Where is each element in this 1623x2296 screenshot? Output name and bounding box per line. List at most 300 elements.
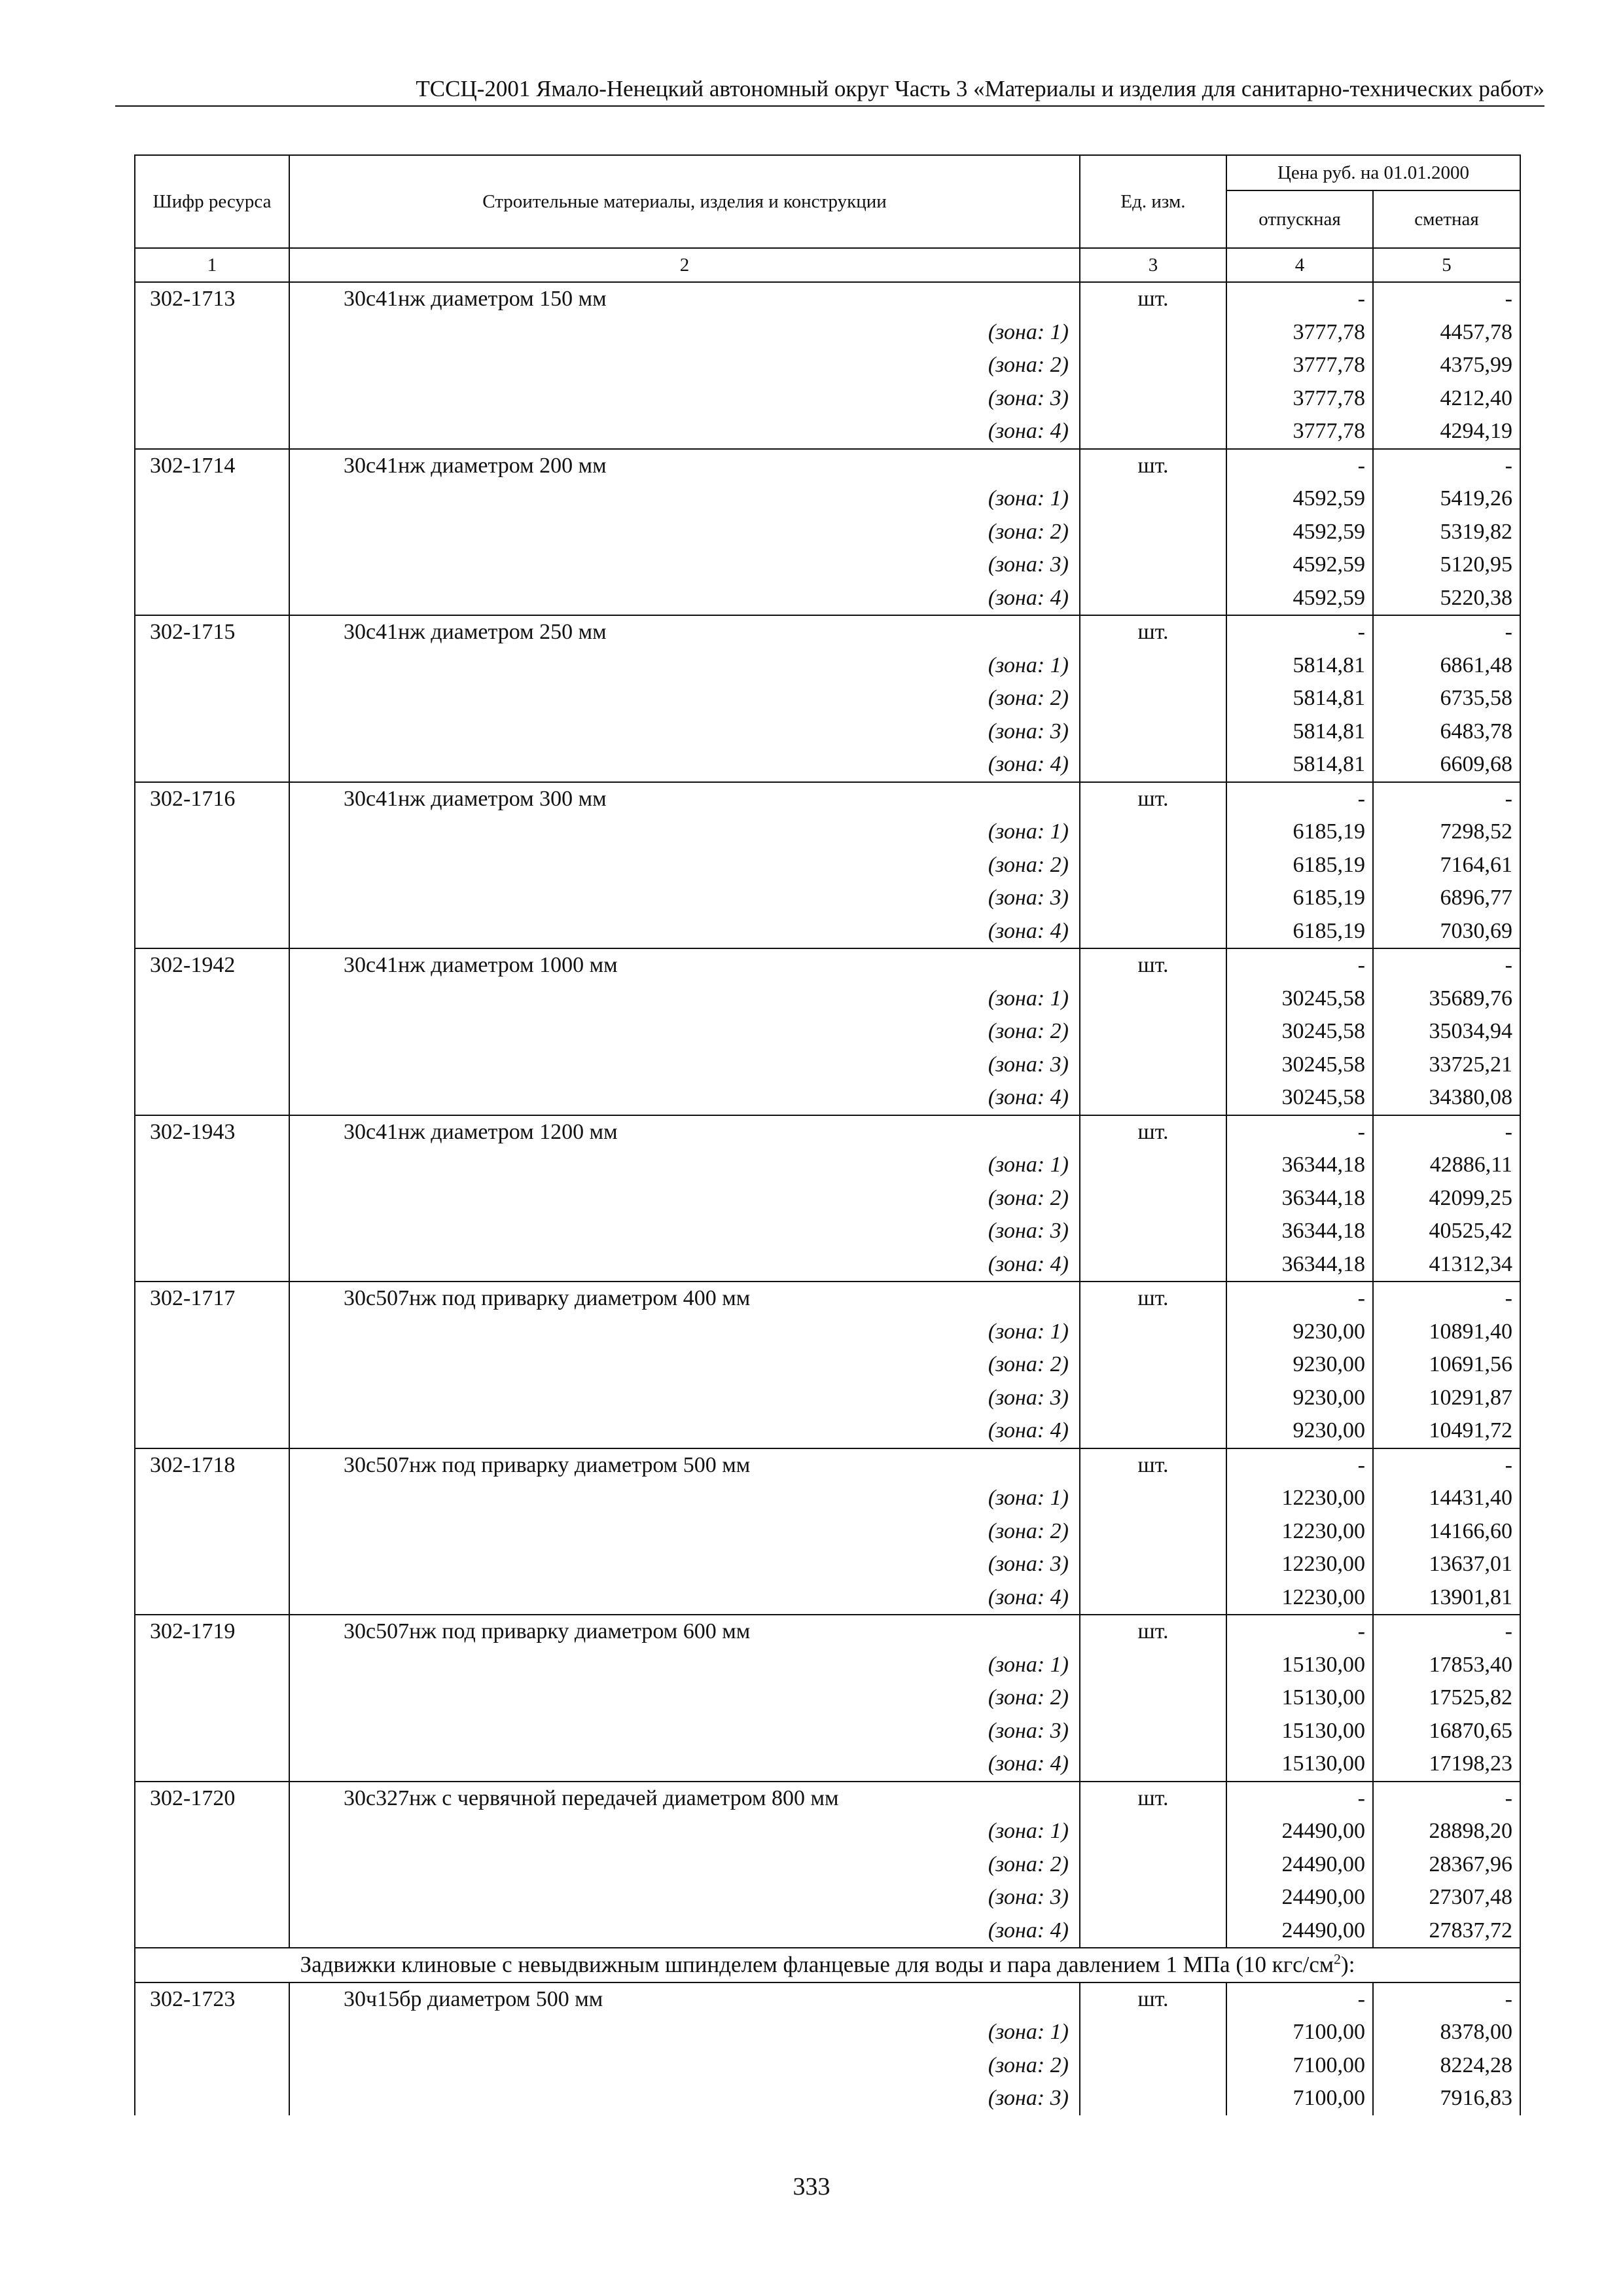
- zone-row: [135, 1248, 1520, 1282]
- zone-label: (зона: 3): [289, 1881, 1080, 1914]
- zone-label: (зона: 2): [289, 849, 1080, 882]
- zone-label: (зона: 3): [289, 1215, 1080, 1248]
- unit-empty: [1080, 1748, 1226, 1782]
- section-title-superscript: 2: [1334, 1950, 1342, 1967]
- estimate-price: 6609,68: [1373, 748, 1520, 782]
- unit-empty: [1080, 1414, 1226, 1448]
- release-price: -: [1226, 1282, 1373, 1316]
- code-empty: [135, 1215, 289, 1248]
- material-name: 30с327нж с червячной передачей диаметром 800 мм: [289, 1782, 1080, 1816]
- column-header-unit: Ед. изм.: [1080, 155, 1226, 248]
- zone-label: (зона: 1): [289, 649, 1080, 683]
- table-row: [135, 782, 1520, 816]
- code-empty: [135, 1248, 289, 1282]
- code-empty: [135, 915, 289, 949]
- release-price: -: [1226, 1615, 1373, 1649]
- unit-empty: [1080, 1914, 1226, 1948]
- release-price: 3777,78: [1226, 316, 1373, 350]
- unit-empty: [1080, 1081, 1226, 1115]
- column-header-price-group: Цена руб. на 01.01.2000: [1226, 155, 1520, 190]
- zone-row: [135, 1414, 1520, 1448]
- unit-cell: шт.: [1080, 782, 1226, 816]
- estimate-price: -: [1373, 1782, 1520, 1816]
- release-price: 7100,00: [1226, 2016, 1373, 2049]
- zone-label: (зона: 2): [289, 1182, 1080, 1215]
- estimate-price: 17525,82: [1373, 1681, 1520, 1715]
- unit-empty: [1080, 1681, 1226, 1715]
- zone-label: (зона: 2): [289, 682, 1080, 715]
- estimate-price: 10691,56: [1373, 1348, 1520, 1382]
- zone-row: [135, 2016, 1520, 2049]
- header-rule: [115, 105, 1544, 107]
- zone-label: (зона: 3): [289, 1049, 1080, 1082]
- zone-row: [135, 1815, 1520, 1848]
- unit-empty: [1080, 349, 1226, 382]
- zone-label: (зона: 3): [289, 1382, 1080, 1415]
- code-empty: [135, 1482, 289, 1515]
- zone-label: (зона: 3): [289, 548, 1080, 582]
- estimate-price: 13637,01: [1373, 1548, 1520, 1581]
- resource-code: 302-1713: [135, 282, 289, 316]
- table-row: [135, 1782, 1520, 1816]
- release-price: 4592,59: [1226, 582, 1373, 616]
- section-title-suffix: ):: [1341, 1952, 1355, 1977]
- zone-row: [135, 1182, 1520, 1215]
- release-price: 5814,81: [1226, 649, 1373, 683]
- zone-row: [135, 1382, 1520, 1415]
- code-empty: [135, 1348, 289, 1382]
- unit-empty: [1080, 1548, 1226, 1581]
- zone-label: (зона: 4): [289, 1414, 1080, 1448]
- release-price: -: [1226, 782, 1373, 816]
- code-empty: [135, 1649, 289, 1682]
- code-empty: [135, 1715, 289, 1748]
- unit-empty: [1080, 1815, 1226, 1848]
- estimate-price: 5319,82: [1373, 516, 1520, 549]
- material-name: 30с41нж диаметром 200 мм: [289, 449, 1080, 483]
- estimate-price: -: [1373, 1448, 1520, 1482]
- zone-row: [135, 1049, 1520, 1082]
- code-empty: [135, 548, 289, 582]
- estimate-price: 6483,78: [1373, 715, 1520, 749]
- release-price: 30245,58: [1226, 982, 1373, 1016]
- zone-row: [135, 649, 1520, 683]
- material-name: 30с41нж диаметром 250 мм: [289, 615, 1080, 649]
- estimate-price: 27837,72: [1373, 1914, 1520, 1948]
- estimate-price: 7164,61: [1373, 849, 1520, 882]
- code-empty: [135, 316, 289, 350]
- estimate-price: 8378,00: [1373, 2016, 1520, 2049]
- zone-label: (зона: 1): [289, 482, 1080, 516]
- resource-code: 302-1942: [135, 948, 289, 982]
- unit-empty: [1080, 1881, 1226, 1914]
- zone-row: [135, 1515, 1520, 1549]
- estimate-price: 42886,11: [1373, 1149, 1520, 1182]
- code-empty: [135, 349, 289, 382]
- zone-label: (зона: 4): [289, 582, 1080, 616]
- zone-row: [135, 849, 1520, 882]
- unit-cell: шт.: [1080, 282, 1226, 316]
- zone-label: (зона: 4): [289, 1081, 1080, 1115]
- release-price: 36344,18: [1226, 1182, 1373, 1215]
- zone-label: (зона: 3): [289, 1548, 1080, 1581]
- resource-code: 302-1943: [135, 1115, 289, 1149]
- material-name: 30с507нж под приварку диаметром 500 мм: [289, 1448, 1080, 1482]
- zone-row: [135, 1348, 1520, 1382]
- zone-label: (зона: 1): [289, 316, 1080, 350]
- zone-label: (зона: 4): [289, 1748, 1080, 1782]
- estimate-price: 4375,99: [1373, 349, 1520, 382]
- estimate-price: 4457,78: [1373, 316, 1520, 350]
- code-empty: [135, 748, 289, 782]
- column-header-code: Шифр ресурса: [135, 155, 289, 248]
- estimate-price: 41312,34: [1373, 1248, 1520, 1282]
- zone-row: [135, 715, 1520, 749]
- zone-label: (зона: 1): [289, 1316, 1080, 1349]
- release-price: -: [1226, 615, 1373, 649]
- release-price: -: [1226, 948, 1373, 982]
- release-price: -: [1226, 1982, 1373, 2017]
- estimate-price: 5220,38: [1373, 582, 1520, 616]
- code-empty: [135, 2049, 289, 2083]
- material-name: 30ч15бр диаметром 500 мм: [289, 1982, 1080, 2017]
- zone-row: [135, 1482, 1520, 1515]
- release-price: 36344,18: [1226, 1149, 1373, 1182]
- release-price: 7100,00: [1226, 2049, 1373, 2083]
- estimate-price: -: [1373, 449, 1520, 483]
- section-header-row: [135, 1948, 1520, 1982]
- unit-empty: [1080, 1848, 1226, 1882]
- unit-cell: шт.: [1080, 1282, 1226, 1316]
- code-empty: [135, 1149, 289, 1182]
- section-title: [135, 1948, 1520, 1982]
- material-name: 30с507нж под приварку диаметром 400 мм: [289, 1282, 1080, 1316]
- estimate-price: 28898,20: [1373, 1815, 1520, 1848]
- estimate-price: 14431,40: [1373, 1482, 1520, 1515]
- release-price: 24490,00: [1226, 1848, 1373, 1882]
- estimate-price: 10491,72: [1373, 1414, 1520, 1448]
- unit-empty: [1080, 2082, 1226, 2115]
- release-price: 15130,00: [1226, 1748, 1373, 1782]
- release-price: 9230,00: [1226, 1348, 1373, 1382]
- resource-code: 302-1715: [135, 615, 289, 649]
- column-number: 4: [1226, 248, 1373, 282]
- code-empty: [135, 1681, 289, 1715]
- resource-code: 302-1723: [135, 1982, 289, 2017]
- release-price: 5814,81: [1226, 715, 1373, 749]
- estimate-price: -: [1373, 615, 1520, 649]
- release-price: 9230,00: [1226, 1414, 1373, 1448]
- estimate-price: 34380,08: [1373, 1081, 1520, 1115]
- estimate-price: 5120,95: [1373, 548, 1520, 582]
- table-row: [135, 1282, 1520, 1316]
- column-header-estimate: сметная: [1373, 190, 1520, 248]
- section-title-text: Задвижки клиновые с невыдвижным шпинделем фланцевые для воды и пара давлением 1 МПа (10 кгс/см: [300, 1952, 1334, 1977]
- resource-code: 302-1719: [135, 1615, 289, 1649]
- zone-row: [135, 1681, 1520, 1715]
- release-price: 9230,00: [1226, 1382, 1373, 1415]
- estimate-price: -: [1373, 1982, 1520, 2017]
- zone-label: (зона: 1): [289, 982, 1080, 1016]
- code-empty: [135, 682, 289, 715]
- zone-label: (зона: 1): [289, 2016, 1080, 2049]
- zone-row: [135, 1215, 1520, 1248]
- estimate-price: 33725,21: [1373, 1049, 1520, 1082]
- release-price: 6185,19: [1226, 849, 1373, 882]
- unit-cell: шт.: [1080, 1448, 1226, 1482]
- resource-code: 302-1714: [135, 449, 289, 483]
- resource-code: 302-1716: [135, 782, 289, 816]
- release-price: 6185,19: [1226, 882, 1373, 915]
- unit-empty: [1080, 1715, 1226, 1748]
- zone-row: [135, 882, 1520, 915]
- code-empty: [135, 582, 289, 616]
- release-price: 5814,81: [1226, 748, 1373, 782]
- estimate-price: 27307,48: [1373, 1881, 1520, 1914]
- unit-empty: [1080, 1248, 1226, 1282]
- unit-empty: [1080, 1015, 1226, 1049]
- zone-label: (зона: 2): [289, 2049, 1080, 2083]
- zone-label: (зона: 2): [289, 516, 1080, 549]
- unit-empty: [1080, 516, 1226, 549]
- zone-row: [135, 1548, 1520, 1581]
- unit-empty: [1080, 915, 1226, 949]
- release-price: 12230,00: [1226, 1515, 1373, 1549]
- zone-row: [135, 1081, 1520, 1115]
- zone-label: (зона: 4): [289, 915, 1080, 949]
- unit-empty: [1080, 816, 1226, 849]
- estimate-price: 6896,77: [1373, 882, 1520, 915]
- unit-empty: [1080, 316, 1226, 350]
- unit-empty: [1080, 1348, 1226, 1382]
- zone-label: (зона: 3): [289, 882, 1080, 915]
- zone-row: [135, 415, 1520, 449]
- code-empty: [135, 1815, 289, 1848]
- zone-label: (зона: 2): [289, 1348, 1080, 1382]
- zone-row: [135, 915, 1520, 949]
- code-empty: [135, 2016, 289, 2049]
- zone-row: [135, 382, 1520, 416]
- zone-label: (зона: 4): [289, 1914, 1080, 1948]
- price-table: [134, 154, 1521, 2115]
- zone-row: [135, 1015, 1520, 1049]
- unit-cell: шт.: [1080, 449, 1226, 483]
- release-price: 24490,00: [1226, 1881, 1373, 1914]
- release-price: -: [1226, 282, 1373, 316]
- release-price: 3777,78: [1226, 415, 1373, 449]
- zone-row: [135, 1881, 1520, 1914]
- code-empty: [135, 1015, 289, 1049]
- release-price: 4592,59: [1226, 548, 1373, 582]
- zone-label: (зона: 4): [289, 1248, 1080, 1282]
- unit-empty: [1080, 849, 1226, 882]
- column-number: 3: [1080, 248, 1226, 282]
- table-row: [135, 1982, 1520, 2017]
- code-empty: [135, 849, 289, 882]
- zone-row: [135, 1649, 1520, 1682]
- release-price: 15130,00: [1226, 1649, 1373, 1682]
- estimate-price: 4294,19: [1373, 415, 1520, 449]
- release-price: 12230,00: [1226, 1548, 1373, 1581]
- unit-empty: [1080, 649, 1226, 683]
- zone-row: [135, 1748, 1520, 1782]
- estimate-price: 35689,76: [1373, 982, 1520, 1016]
- zone-label: (зона: 2): [289, 1848, 1080, 1882]
- release-price: 30245,58: [1226, 1081, 1373, 1115]
- unit-empty: [1080, 882, 1226, 915]
- material-name: 30с41нж диаметром 1200 мм: [289, 1115, 1080, 1149]
- code-empty: [135, 1049, 289, 1082]
- zone-row: [135, 482, 1520, 516]
- code-empty: [135, 1382, 289, 1415]
- zone-row: [135, 1316, 1520, 1349]
- release-price: 24490,00: [1226, 1815, 1373, 1848]
- estimate-price: 16870,65: [1373, 1715, 1520, 1748]
- material-name: 30с507нж под приварку диаметром 600 мм: [289, 1615, 1080, 1649]
- zone-label: (зона: 4): [289, 748, 1080, 782]
- table-row: [135, 1615, 1520, 1649]
- unit-empty: [1080, 1316, 1226, 1349]
- unit-empty: [1080, 548, 1226, 582]
- unit-empty: [1080, 982, 1226, 1016]
- zone-row: [135, 316, 1520, 350]
- release-price: 4592,59: [1226, 482, 1373, 516]
- zone-label: (зона: 1): [289, 1649, 1080, 1682]
- estimate-price: 5419,26: [1373, 482, 1520, 516]
- zone-row: [135, 816, 1520, 849]
- release-price: 6185,19: [1226, 816, 1373, 849]
- unit-cell: шт.: [1080, 1982, 1226, 2017]
- release-price: 12230,00: [1226, 1482, 1373, 1515]
- zone-label: (зона: 2): [289, 1681, 1080, 1715]
- release-price: 6185,19: [1226, 915, 1373, 949]
- unit-empty: [1080, 1149, 1226, 1182]
- column-number: 2: [289, 248, 1080, 282]
- unit-empty: [1080, 1581, 1226, 1615]
- estimate-price: -: [1373, 1282, 1520, 1316]
- release-price: 3777,78: [1226, 382, 1373, 416]
- zone-label: (зона: 2): [289, 1515, 1080, 1549]
- unit-empty: [1080, 382, 1226, 416]
- table-row: [135, 282, 1520, 316]
- unit-cell: шт.: [1080, 1115, 1226, 1149]
- release-price: 15130,00: [1226, 1715, 1373, 1748]
- column-number: 1: [135, 248, 289, 282]
- unit-empty: [1080, 1215, 1226, 1248]
- estimate-price: 42099,25: [1373, 1182, 1520, 1215]
- estimate-price: -: [1373, 782, 1520, 816]
- release-price: 12230,00: [1226, 1581, 1373, 1615]
- zone-label: (зона: 3): [289, 715, 1080, 749]
- unit-empty: [1080, 1382, 1226, 1415]
- unit-cell: шт.: [1080, 1615, 1226, 1649]
- zone-row: [135, 1581, 1520, 1615]
- code-empty: [135, 1081, 289, 1115]
- page-number: 333: [793, 2173, 830, 2200]
- unit-empty: [1080, 1649, 1226, 1682]
- release-price: 9230,00: [1226, 1316, 1373, 1349]
- estimate-price: -: [1373, 1615, 1520, 1649]
- estimate-price: 7030,69: [1373, 915, 1520, 949]
- estimate-price: 17198,23: [1373, 1748, 1520, 1782]
- estimate-price: -: [1373, 282, 1520, 316]
- unit-empty: [1080, 582, 1226, 616]
- zone-row: [135, 1149, 1520, 1182]
- release-price: 7100,00: [1226, 2082, 1373, 2115]
- code-empty: [135, 516, 289, 549]
- zone-label: (зона: 4): [289, 415, 1080, 449]
- estimate-price: 4212,40: [1373, 382, 1520, 416]
- estimate-price: 8224,28: [1373, 2049, 1520, 2083]
- code-empty: [135, 415, 289, 449]
- zone-label: (зона: 3): [289, 382, 1080, 416]
- zone-row: [135, 682, 1520, 715]
- estimate-price: 7298,52: [1373, 816, 1520, 849]
- estimate-price: 10291,87: [1373, 1382, 1520, 1415]
- column-header-name: Строительные материалы, изделия и конструкции: [289, 155, 1080, 248]
- code-empty: [135, 1182, 289, 1215]
- release-price: -: [1226, 1115, 1373, 1149]
- resource-code: 302-1717: [135, 1282, 289, 1316]
- unit-empty: [1080, 748, 1226, 782]
- zone-row: [135, 582, 1520, 616]
- estimate-price: 17853,40: [1373, 1649, 1520, 1682]
- zone-label: (зона: 1): [289, 1815, 1080, 1848]
- estimate-price: 35034,94: [1373, 1015, 1520, 1049]
- release-price: 36344,18: [1226, 1215, 1373, 1248]
- estimate-price: 14166,60: [1373, 1515, 1520, 1549]
- table-body: [135, 282, 1520, 2115]
- material-name: 30с41нж диаметром 300 мм: [289, 782, 1080, 816]
- unit-empty: [1080, 1482, 1226, 1515]
- column-header-release: отпускная: [1226, 190, 1373, 248]
- code-empty: [135, 1581, 289, 1615]
- release-price: 5814,81: [1226, 682, 1373, 715]
- code-empty: [135, 982, 289, 1016]
- zone-row: [135, 2049, 1520, 2083]
- zone-row: [135, 982, 1520, 1016]
- material-name: 30с41нж диаметром 150 мм: [289, 282, 1080, 316]
- code-empty: [135, 715, 289, 749]
- zone-label: (зона: 2): [289, 1015, 1080, 1049]
- zone-label: (зона: 4): [289, 1581, 1080, 1615]
- code-empty: [135, 1848, 289, 1882]
- estimate-price: 13901,81: [1373, 1581, 1520, 1615]
- estimate-price: 10891,40: [1373, 1316, 1520, 1349]
- unit-cell: шт.: [1080, 1782, 1226, 1816]
- table-row: [135, 615, 1520, 649]
- zone-label: (зона: 1): [289, 1482, 1080, 1515]
- zone-label: (зона: 3): [289, 1715, 1080, 1748]
- table-row: [135, 1448, 1520, 1482]
- zone-row: [135, 349, 1520, 382]
- release-price: 15130,00: [1226, 1681, 1373, 1715]
- resource-code: 302-1720: [135, 1782, 289, 1816]
- release-price: -: [1226, 449, 1373, 483]
- unit-cell: шт.: [1080, 615, 1226, 649]
- code-empty: [135, 1914, 289, 1948]
- release-price: 30245,58: [1226, 1049, 1373, 1082]
- unit-empty: [1080, 1515, 1226, 1549]
- zone-label: (зона: 3): [289, 2082, 1080, 2115]
- zone-row: [135, 548, 1520, 582]
- code-empty: [135, 1548, 289, 1581]
- estimate-price: 28367,96: [1373, 1848, 1520, 1882]
- estimate-price: -: [1373, 1115, 1520, 1149]
- code-empty: [135, 482, 289, 516]
- code-empty: [135, 1748, 289, 1782]
- estimate-price: 6735,58: [1373, 682, 1520, 715]
